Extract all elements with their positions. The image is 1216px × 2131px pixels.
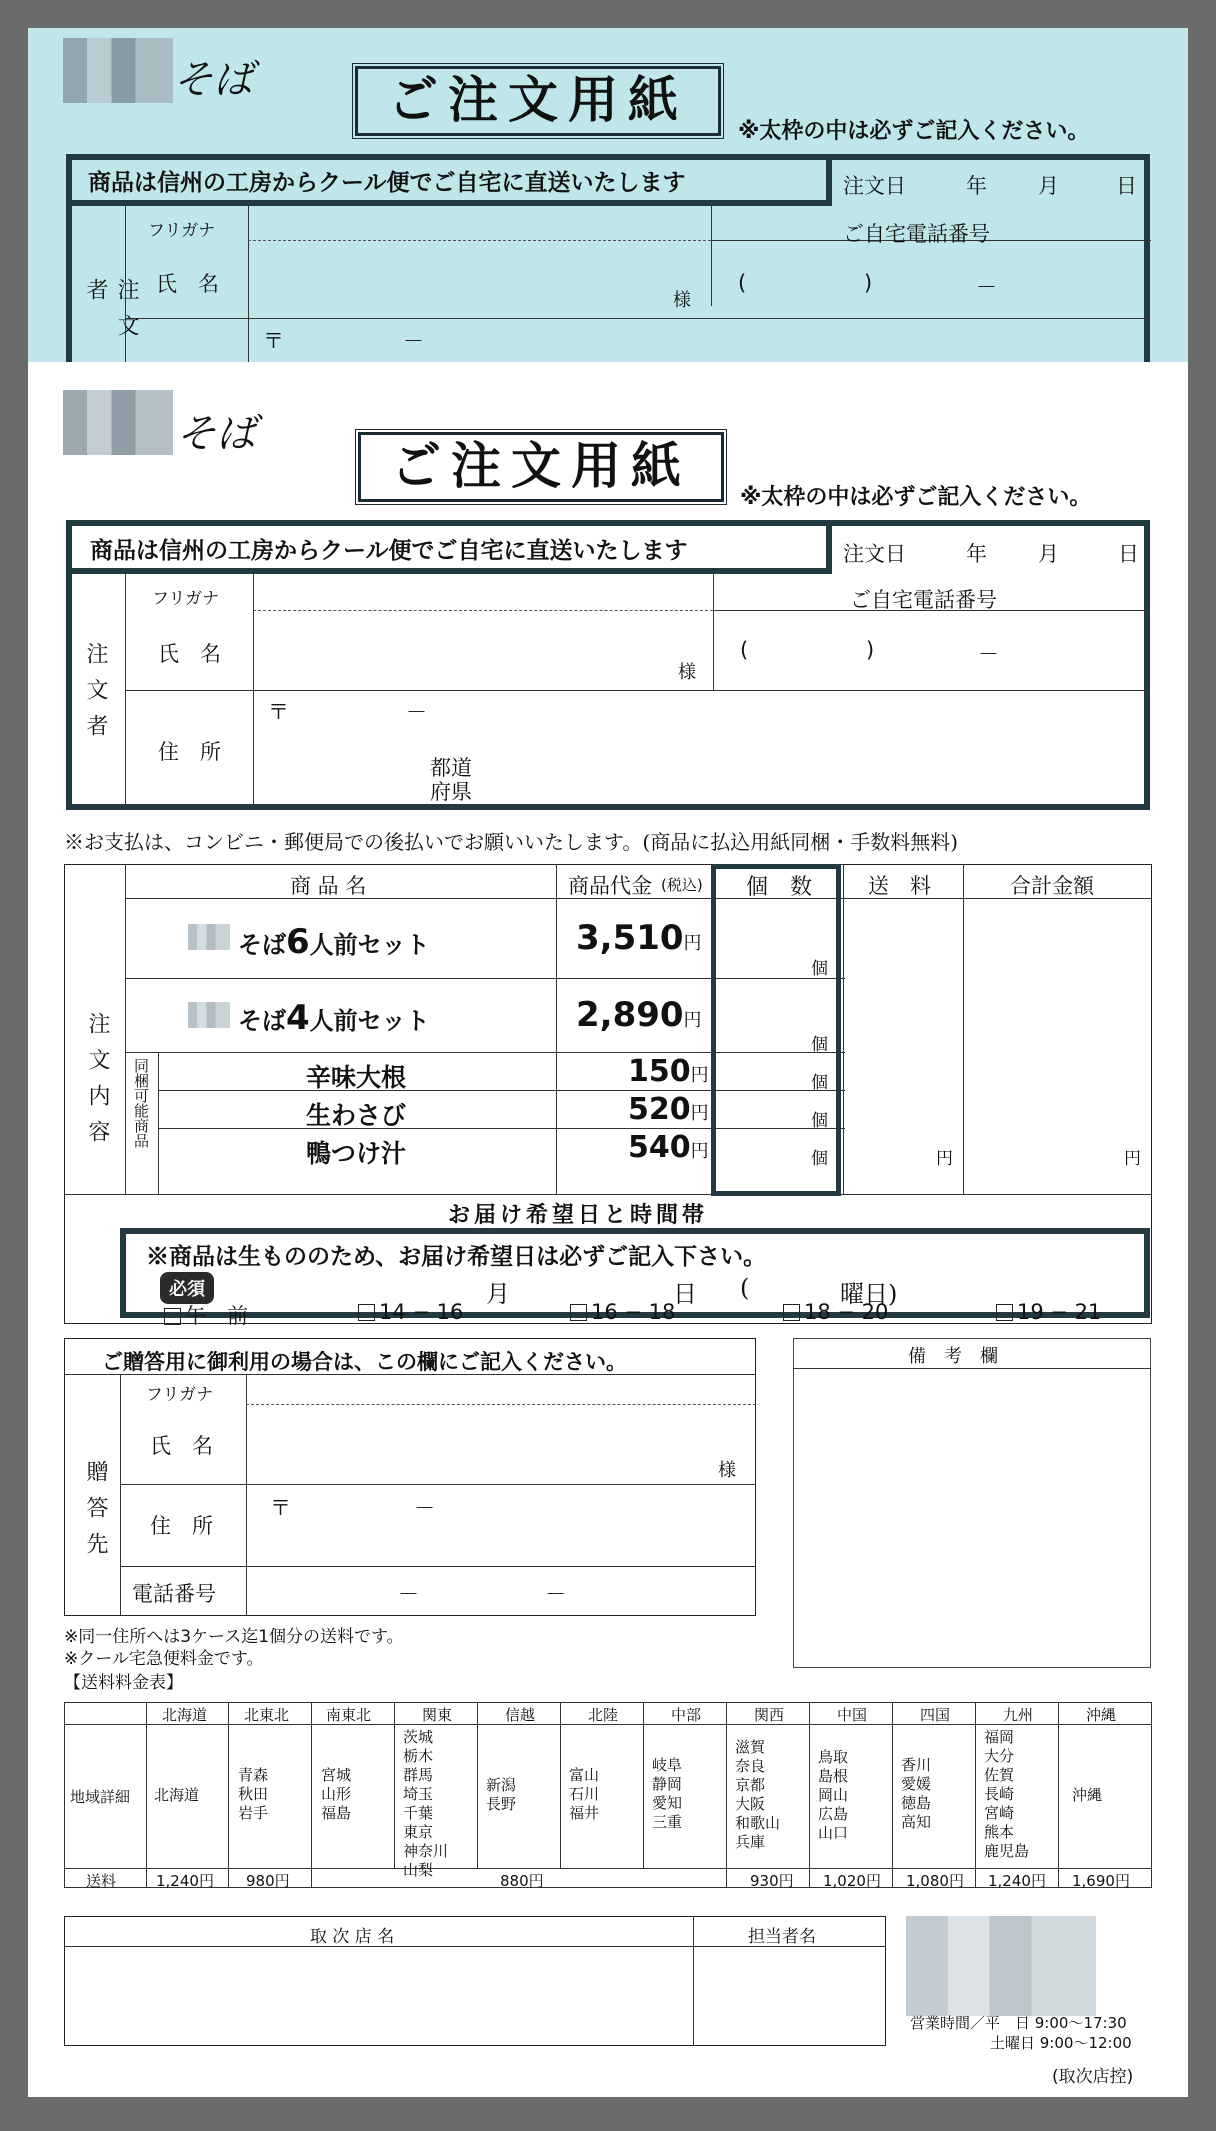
order-year: 年: [966, 542, 987, 566]
blurred-logo: [63, 38, 173, 103]
checkbox-icon: [996, 1304, 1013, 1321]
item-6-name: そば6人前セット: [238, 922, 430, 962]
address-label: 住 所: [158, 740, 221, 764]
postal-mark: 〒: [268, 700, 289, 724]
orderer-phone-field[interactable]: [718, 614, 1143, 688]
bundle-item-kamo: 鴨つけ汁: [306, 1139, 407, 1168]
item-6-price: 3,510円: [576, 918, 702, 958]
required-badge: 必須: [160, 1272, 214, 1304]
gift-address-field[interactable]: [258, 1488, 752, 1564]
payment-note: ※お支払は、コンビニ・郵便局での後払いでお願いいたします。(商品に払込用紙同梱・手数料無料): [64, 830, 959, 854]
col-product: 商 品 名: [290, 874, 367, 898]
order-form-sheet: そば ご注文用紙 ※太枠の中は必ずご記入ください。 商品は信州の工房からクール便でご自宅に直送いたします 注文日 年 月 日 注文者 フリガナ 氏 名 様 ご自宅電話番号 ( ) － 住 所 〒 － 都道 府県 ※お支払は、コンビニ・郵便局での後払いでお願いいたします。(商品に払込用紙同梱・手数料無料) 商 品 名 商品代金 (税込) 個 数 送 料 合計金額 注文内容 そば6人前セット 3,510円 個 そば4人前セット 2,890円 個 同梱可能商品 辛味大根 150円 個 生わさび 520円 個 鴨つけ汁 540円 個 円 円 お届け希望日と時間帯 ※商品は生もののため、お届け希望日は必ずご記入下さい。 必須 月 日 ( 曜日) 午 前 14 − 16 16 − 18 18 − 20 19 − 21 ご贈答用に御利用の場合は、この欄にご記入ください。 贈答先 フリガナ 氏 名 様 住 所 〒 － 電話番号 － － 備 考 欄 ※同一住所へは3ケース迄1個分の送料です。 ※クール宅急便料金です。 【送料料金表】 地域詳細 送料 北海道 北東北 南東北 関東 信越 北陸 中部 関西 中国 四国 九州 沖縄 北海道 青森 秋田 岩手 宮城 山形 福島 茨城 栃木 群馬 埼玉 千葉 東京 神奈川 山梨 新潟 長野 富山 石川 福井 岐阜 静岡 愛知 三重 滋賀 奈良 京都 大阪 和歌山 兵庫 鳥取 島根 岡山 広島 山口 香川 愛媛 徳島 高知 福岡 大分 佐賀 長崎 宮崎 熊本 鹿児島 沖縄 1,240円 980円 880円 930円 1,020円 1,080円 1,240円 1,690円 取 次 店 名 担当者名 営業時間／平 日 9:00〜17:30 土曜日 9:00〜12:00 (取次店控): [28, 362, 1188, 2097]
sama-suffix: 様: [678, 662, 696, 683]
gift-name-field[interactable]: [258, 1408, 708, 1482]
copy-label: (取次店控): [1052, 2067, 1134, 2087]
gift-title: ご贈答用に御利用の場合は、この欄にご記入ください。: [102, 1349, 627, 1374]
shipping-fee-field[interactable]: [848, 902, 960, 1192]
blurred-company-info: [906, 1916, 1096, 2016]
business-hours-saturday: 土曜日 9:00〜12:00: [990, 2034, 1132, 2052]
remarks-box[interactable]: [793, 1338, 1151, 1668]
col-price: 商品代金: [568, 874, 652, 898]
required-note: ※太枠の中は必ずご記入ください。: [740, 485, 1092, 510]
slot-16-18[interactable]: 16 − 18: [570, 1300, 675, 1324]
order-date-label: 注文日: [843, 542, 906, 566]
delivery-title: お届け希望日と時間帯: [448, 1202, 709, 1228]
slot-19-21[interactable]: 19 − 21: [996, 1300, 1101, 1324]
delivery-note: ※商品は生もののため、お届け希望日は必ずご記入下さい。: [146, 1243, 767, 1270]
blurred-logo: [63, 390, 173, 455]
page-title: ご注文用紙: [355, 66, 721, 136]
store-name-field[interactable]: [70, 1952, 688, 2042]
note-cool: ※クール宅急便料金です。: [64, 1649, 264, 1669]
name-label: 氏 名: [158, 642, 221, 666]
orderer-address-field[interactable]: [265, 694, 1140, 804]
gift-section-label: 贈答先: [83, 1460, 108, 1568]
logo-text: そば: [176, 411, 256, 457]
item-4-price: 2,890円: [576, 995, 702, 1035]
remarks-title: 備 考 欄: [908, 1346, 998, 1367]
logo-text: そば: [173, 57, 253, 103]
slot-14-16[interactable]: 14 − 16: [358, 1300, 463, 1324]
col-total: 合計金額: [1010, 874, 1094, 898]
order-day: 日: [1118, 542, 1139, 566]
staff-name-label: 担当者名: [748, 1927, 816, 1947]
order-month: 月: [1038, 542, 1059, 566]
checkbox-icon: [164, 1308, 181, 1325]
checkbox-icon: [358, 1304, 375, 1321]
slot-morning[interactable]: 午 前: [164, 1300, 248, 1330]
store-name-label: 取 次 店 名: [310, 1927, 395, 1947]
orderer-section-label: 注文者: [83, 642, 108, 750]
furigana-label: フリガナ: [152, 589, 220, 609]
banner-text: 商品は信州の工房からクール便でご自宅に直送いたします: [90, 537, 688, 564]
slot-18-20[interactable]: 18 − 20: [783, 1300, 888, 1324]
checkbox-icon: [570, 1304, 587, 1321]
rate-table-title: 【送料料金表】: [64, 1673, 183, 1693]
item-6-qty-input[interactable]: [718, 902, 838, 976]
checkbox-icon: [783, 1304, 800, 1321]
business-hours-weekday: 営業時間／平 日 9:00〜17:30: [910, 2014, 1127, 2032]
required-note: ※太枠の中は必ずご記入ください。: [738, 119, 1090, 144]
back-copy-sheet: そば ご注文用紙 ※太枠の中は必ずご記入ください。 商品は信州の工房からクール便でご自宅に直送いたします 注文日 年 月 日 フリガナ 氏 名 様 ご自宅電話番号 ( ) － 注文者 〒 －: [28, 28, 1188, 368]
col-shipping: 送 料: [868, 874, 931, 898]
bundle-label: 同梱可能商品: [132, 1058, 150, 1148]
bundle-item-daikon: 辛味大根: [306, 1063, 407, 1092]
staff-name-field[interactable]: [698, 1952, 882, 2042]
note-same-address: ※同一住所へは3ケース迄1個分の送料です。: [64, 1627, 404, 1647]
page-title: ご注文用紙: [358, 432, 724, 502]
bundle-item-wasabi: 生わさび: [306, 1101, 407, 1130]
gift-phone-field[interactable]: [258, 1570, 752, 1612]
phone-label: ご自宅電話番号: [850, 588, 997, 612]
order-section-label: 注文内容: [85, 1012, 110, 1156]
item-4-qty-input[interactable]: [718, 982, 838, 1050]
total-amount-field[interactable]: [968, 902, 1148, 1192]
col-qty: 個 数: [746, 875, 813, 900]
item-4-name: そば4人前セット: [238, 998, 430, 1038]
